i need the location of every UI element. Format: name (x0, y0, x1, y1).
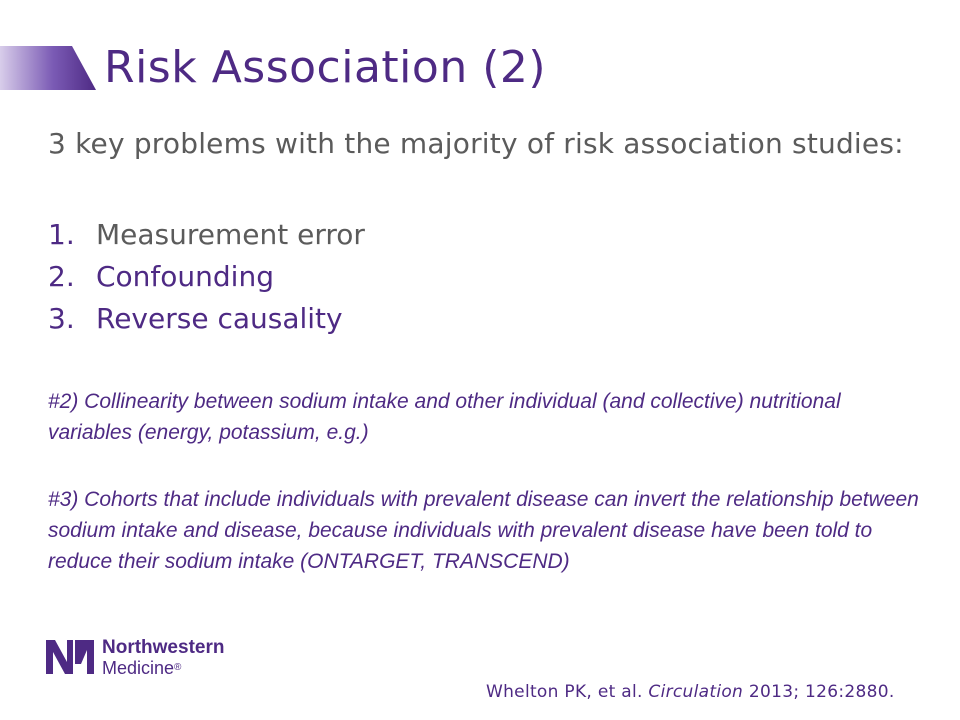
nm-logo-icon (46, 640, 94, 674)
citation-journal: Circulation (648, 682, 744, 702)
note-reverse-causality: #3) Cohorts that include individuals with prevalent disease can invert the relationship between sodium intake and disease, because individuals with prevalent disease have been told to reduce their sodium intake (ONTARGET, TRANSCEND) (48, 488, 919, 573)
list-label: Confounding (96, 260, 274, 293)
list-number: 3. (48, 302, 75, 335)
list-label: Reverse causality (96, 302, 343, 335)
note-collinearity: #2) Collinearity between sodium intake and other individual (and collective) nutritional variables (energy, potassium, e.g.) (48, 390, 841, 444)
citation-authors: Whelton PK, et al. (486, 682, 643, 702)
list-item (48, 214, 365, 256)
list-item (48, 298, 365, 340)
list-number: 2. (48, 260, 75, 293)
slide-title: Risk Association (2) (104, 42, 547, 93)
list-number: 1. (48, 218, 75, 251)
citation-details: 2013; 126:2880. (748, 682, 895, 702)
title-accent-bar (0, 46, 96, 90)
list-item (48, 256, 365, 298)
citation (486, 680, 895, 704)
list-label: Measurement error (96, 218, 365, 251)
problem-list (48, 214, 365, 340)
intro-text: 3 key problems with the majority of risk association studies: (48, 127, 904, 160)
logo-wordmark-medicine: Medicine® (102, 658, 182, 678)
logo-wordmark-northwestern: Northwestern (102, 637, 225, 658)
